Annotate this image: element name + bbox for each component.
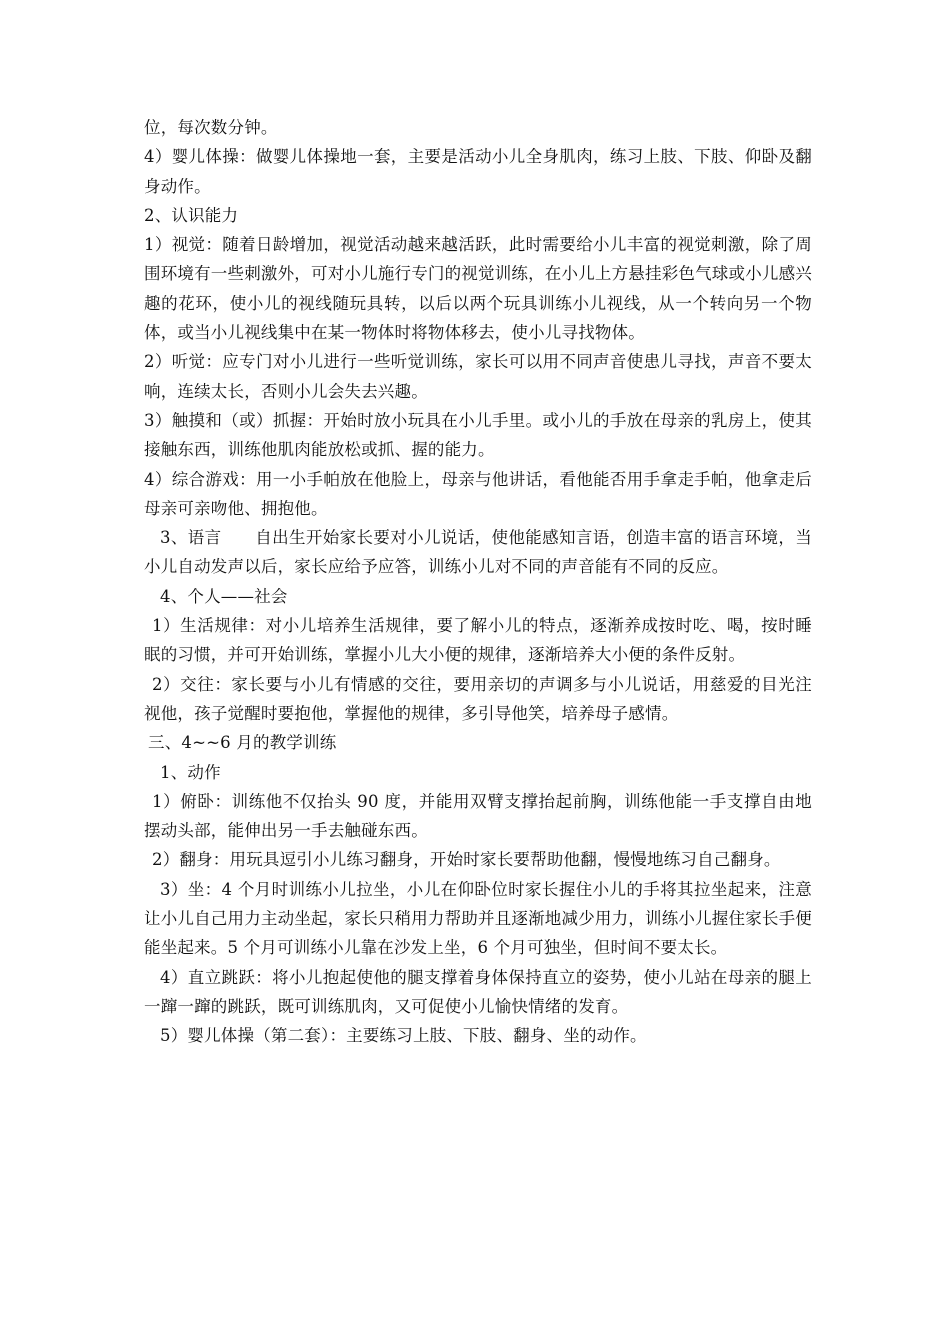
paragraph-jumping: 4）直立跳跃：将小儿抱起使他的腿支撑着身体保持直立的姿势，使小儿站在母亲的腿上一蹿一蹿的跳跃，既可训练肌肉，又可促使小儿愉快情绪的发育。 (144, 967, 812, 1016)
paragraph-roll-over: 2）翻身：用玩具逗引小儿练习翻身，开始时家长要帮助他翻，慢慢地练习自己翻身。 (152, 850, 781, 870)
document-body (144, 113, 812, 1051)
paragraph-vision: 1）视觉：随着日龄增加，视觉活动越来越活跃，此时需要给小儿丰富的视觉刺激，除了周围环境有一些刺激外，可对小儿施行专门的视觉训练，在小儿上方悬挂彩色气球或小儿感兴趣的花环，使小儿的视线随玩具转，以后以两个玩具训练小儿视线，从一个转向另一个物体，或当小儿视线集中在某一物体时将物体移去，使小儿寻找物体。 (144, 235, 812, 343)
paragraph-hearing: 2）听觉：应专门对小儿进行一些听觉训练，家长可以用不同声音使患儿寻找，声音不要太响，连续太长，否则小儿会失去兴趣。 (144, 352, 812, 401)
paragraph-sitting: 3）坐：4 个月时训练小儿拉坐，小儿在仰卧位时家长握住小儿的手将其拉坐起来，注意让小儿自己用力主动坐起，家长只稍用力帮助并且逐渐地减少用力，训练小儿握住家长手便能坐起来。5 个月可训练小儿靠在沙发上坐，6 个月可独坐，但时间不要太长。 (144, 879, 812, 958)
section-heading-cognitive: 2、认识能力 (144, 205, 239, 225)
paragraph-touch: 3）触摸和（或）抓握：开始时放小玩具在小儿手里。或小儿的手放在母亲的乳房上，使其接触东西，训练他肌肉能放松或抓、握的能力。 (144, 410, 812, 460)
paragraph-interaction: 2）交往：家长要与小儿有情感的交往，要用亲切的声调多与小儿说话，用慈爱的目光注视他，孩子觉醒时要抱他，掌握他的规律，多引导他笑，培养母子感情。 (144, 674, 812, 723)
paragraph-gymnastics-2: 5）婴儿体操（第二套）：主要练习上肢、下肢、翻身、坐的动作。 (160, 1026, 647, 1046)
paragraph-game: 4）综合游戏：用一小手帕放在他脸上，母亲与他讲话，看他能否用手拿走手帕，他拿走后母亲可亲吻他、拥抱他。 (144, 469, 812, 518)
paragraph-routine: 1）生活规律：对小儿培养生活规律，要了解小儿的特点，逐渐养成按时吃、喝，按时睡眠的习惯，并可开始训练，掌握小儿大小便的规律，逐渐培养大小便的条件反射。 (144, 616, 812, 665)
section-heading-social: 4、个人——社会 (160, 586, 288, 606)
paragraph-2: 4）婴儿体操：做婴儿体操地一套，主要是活动小儿全身肌肉，练习上肢、下肢、仰卧及翻身动作。 (144, 147, 812, 196)
paragraph-1: 位，每次数分钟。 (144, 118, 278, 137)
paragraph-prone: 1）俯卧：训练他不仅抬头 90 度，并能用双臂支撑抬起前胸，训练他能一手支撑自由地摆动头部，能伸出另一手去触碰东西。 (144, 791, 812, 841)
paragraph-language: 3、语言 自出生开始家长要对小儿说话，使他能感知言语，创造丰富的语言环境，当小儿自动发声以后，家长应给予应答，训练小儿对不同的声音能有不同的反应。 (144, 528, 812, 577)
section-heading-movement: 1、动作 (160, 762, 221, 782)
section-heading-4-6-months: 三、4~~6 月的教学训练 (148, 733, 337, 753)
